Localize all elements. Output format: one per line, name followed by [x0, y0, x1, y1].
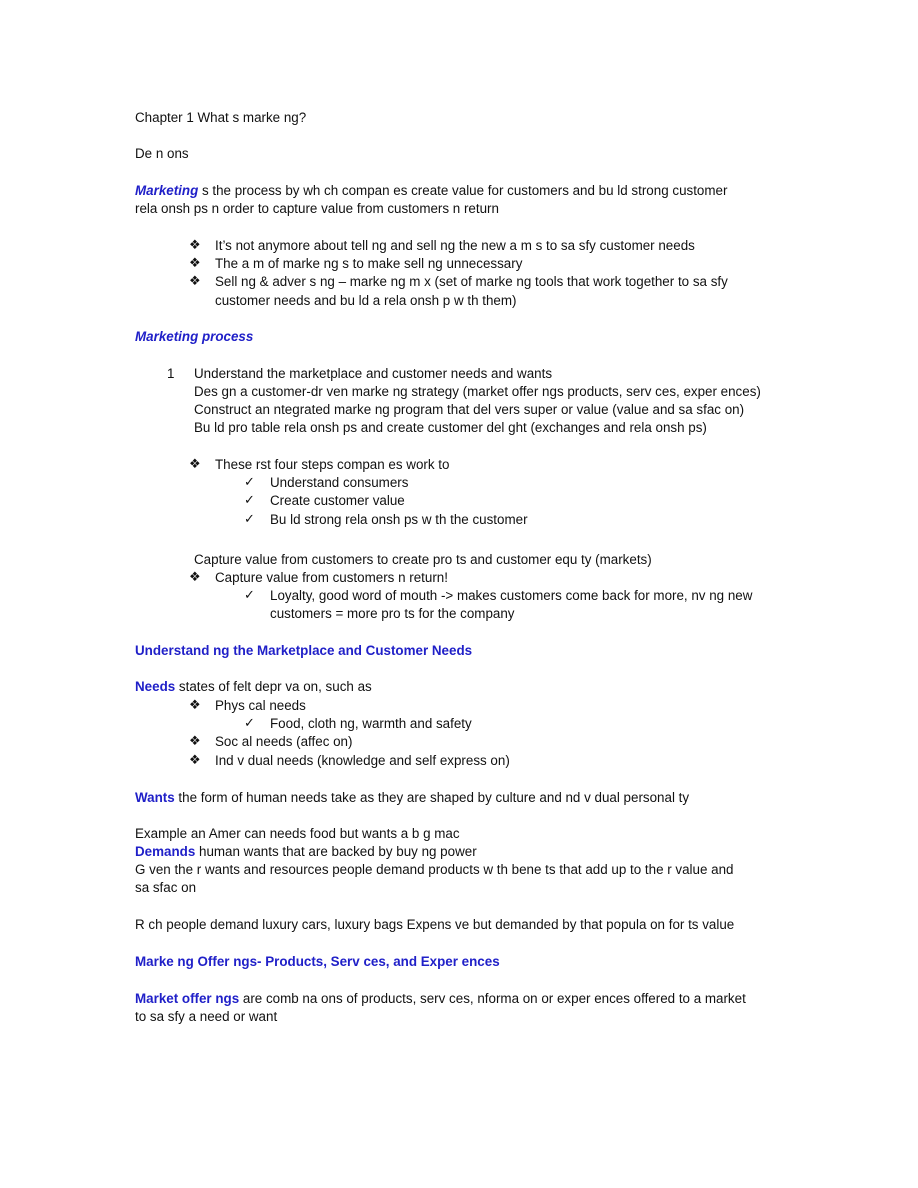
diamond-bullet-icon: ❖ [189, 273, 201, 288]
step-five: Capture value from customers to create pro ts and customer equ ty (markets) [194, 552, 652, 567]
marketing-definition [135, 182, 727, 200]
demands-line3: sa sfac on [135, 880, 197, 895]
offerings-definition [135, 990, 746, 1008]
example-text: Example an Amer can needs food but wants a b g mac [135, 826, 460, 841]
demands-term: Demands [135, 844, 196, 859]
offerings-term: Market offer ngs [135, 991, 240, 1006]
diamond-bullet-icon: ❖ [189, 733, 201, 748]
marketing-def-text: s the process by wh ch compan es create value for customers and bu ld strong customer [198, 183, 728, 198]
checkmark-icon: ✓ [244, 587, 255, 602]
step-item: Des gn a customer-dr ven marke ng strategy (market offer ngs products, serv ces, exper ences) [194, 384, 761, 399]
marketing-term: Marketing [135, 183, 199, 198]
chapter-title: Chapter 1 What s marke ng? [135, 110, 307, 125]
checkmark-icon: ✓ [244, 511, 255, 526]
offerings-text: are comb na ons of products, serv ces, nforma on or exper ences offered to a market [239, 991, 746, 1006]
process-heading: Marketing process [135, 329, 254, 344]
checkmark-icon: ✓ [244, 474, 255, 489]
check-item-cont: customers = more pro ts for the company [270, 606, 515, 621]
offerings-heading: Marke ng Offer ngs- Products, Serv ces, and Exper ences [135, 954, 500, 969]
need-item: Soc al needs (affec on) [215, 734, 353, 749]
step-item: Construct an ntegrated marke ng program that del vers super or value (value and sa sfac on) [194, 402, 745, 417]
bullet-item: It’s not anymore about tell ng and sell ng the new a m s to sa sfy customer needs [215, 238, 695, 253]
marketing-def-line2: rela onsh ps n order to capture value from customers n return [135, 201, 499, 216]
rich-people-text: R ch people demand luxury cars, luxury bags Expens ve but demanded by that popula on for ts value [135, 917, 735, 932]
checkmark-icon: ✓ [244, 715, 255, 730]
demands-text: human wants that are backed by buy ng power [195, 844, 477, 859]
need-item: Phys cal needs [215, 698, 306, 713]
check-item: Loyalty, good word of mouth -> makes customers come back for more, nv ng new [270, 588, 753, 603]
diamond-bullet-icon: ❖ [189, 697, 201, 712]
understanding-heading: Understand ng the Marketplace and Customer Needs [135, 643, 473, 658]
offerings-line2: to sa sfy a need or want [135, 1009, 278, 1024]
steps-bullet: These rst four steps compan es work to [215, 457, 450, 472]
need-item: Ind v dual needs (knowledge and self express on) [215, 753, 510, 768]
bullet-item: Sell ng & adver s ng – marke ng m x (set of marke ng tools that work together to sa sfy [215, 274, 728, 289]
step-item: Understand the marketplace and customer needs and wants [194, 366, 553, 381]
step-item: Bu ld pro table rela onsh ps and create customer del ght (exchanges and rela onsh ps) [194, 420, 707, 435]
wants-text: the form of human needs take as they are shaped by culture and nd v dual personal ty [174, 790, 690, 805]
needs-term: Needs [135, 679, 176, 694]
bullet-item: The a m of marke ng s to make sell ng unnecessary [215, 256, 523, 271]
need-sub-item: Food, cloth ng, warmth and safety [270, 716, 472, 731]
diamond-bullet-icon: ❖ [189, 255, 201, 270]
demands-definition [135, 843, 477, 861]
needs-text: states of felt depr va on, such as [175, 679, 372, 694]
check-item: Understand consumers [270, 475, 409, 490]
wants-term: Wants [135, 790, 175, 805]
step-five-bullet: Capture value from customers n return! [215, 570, 448, 585]
check-item: Create customer value [270, 493, 405, 508]
diamond-bullet-icon: ❖ [189, 237, 201, 252]
wants-definition [135, 789, 689, 807]
checkmark-icon: ✓ [244, 492, 255, 507]
diamond-bullet-icon: ❖ [189, 752, 201, 767]
bullet-item-cont: customer needs and bu ld a rela onsh p w th them) [215, 293, 517, 308]
definitions-heading: De n ons [135, 146, 189, 161]
check-item: Bu ld strong rela onsh ps w th the customer [270, 512, 528, 527]
needs-definition [135, 678, 372, 696]
step-number: 1 [167, 366, 175, 381]
diamond-bullet-icon: ❖ [189, 456, 201, 471]
demands-line2: G ven the r wants and resources people demand products w th bene ts that add up to the r value and [135, 862, 734, 877]
diamond-bullet-icon: ❖ [189, 569, 201, 584]
